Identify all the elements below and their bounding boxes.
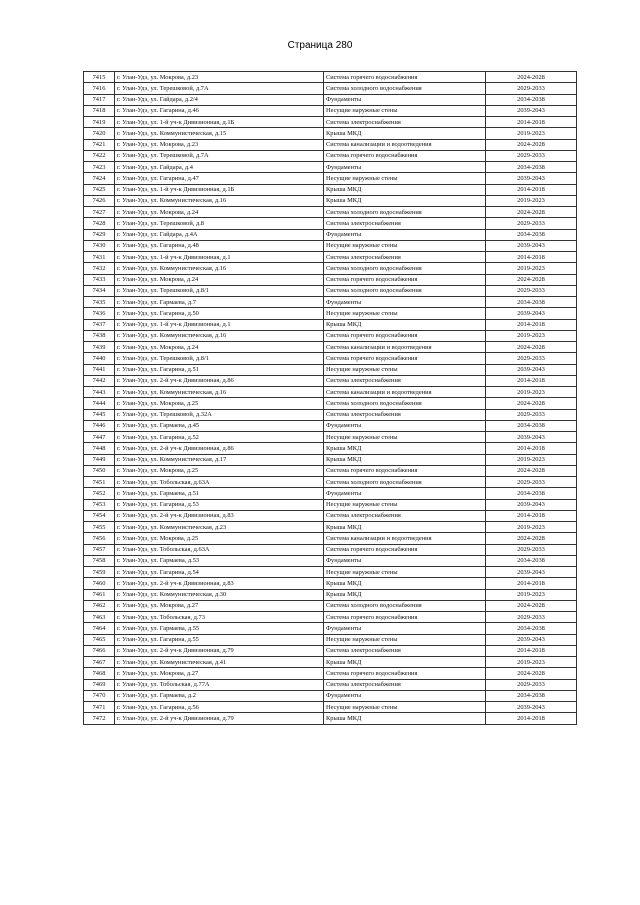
table-row [84,207,577,218]
address-cell: г. Улан-Удэ, ул. Мокрова, д.25 [115,533,324,544]
address-cell: г. Улан-Удэ, ул. Коммунистическая, д.41 [115,657,324,668]
address-cell: г. Улан-Удэ, ул. Гармаева, д.55 [115,623,324,634]
system-cell: Система холодного водоснабжения [324,398,486,409]
system-cell: Фундаменты [324,229,486,240]
system-cell: Система электроснабжения [324,375,486,386]
address-cell: г. Улан-Удэ, ул. 2-й уч-к Дивизионная, д.86 [115,375,324,386]
row-number: 7454 [84,510,115,521]
period-cell: 2029-2033 [486,150,577,161]
page-title: Страница 280 [287,40,353,51]
row-number: 7427 [84,207,115,218]
period-cell: 2034-2038 [486,488,577,499]
period-cell: 2029-2033 [486,612,577,623]
row-number: 7435 [84,297,115,308]
system-cell: Фундаменты [324,162,486,173]
row-number: 7452 [84,488,115,499]
row-number: 7441 [84,364,115,375]
row-number: 7433 [84,274,115,285]
period-cell: 2024-2028 [486,465,577,476]
row-number: 7437 [84,319,115,330]
address-cell: г. Улан-Удэ, ул. Гагарина, д.47 [115,173,324,184]
system-cell: Несущие наружные стены [324,567,486,578]
system-cell: Несущие наружные стены [324,105,486,116]
period-cell: 2039-2043 [486,105,577,116]
system-cell: Крыша МКД [324,589,486,600]
system-cell: Несущие наружные стены [324,240,486,251]
table-row [84,668,577,679]
address-cell: г. Улан-Удэ, ул. Гайдара, д.2/4 [115,94,324,105]
system-cell: Система холодного водоснабжения [324,285,486,296]
row-number: 7464 [84,623,115,634]
system-cell: Несущие наружные стены [324,364,486,375]
period-cell: 2039-2043 [486,432,577,443]
address-cell: г. Улан-Удэ, ул. 2-й уч-к Дивизионная, д.83 [115,510,324,521]
system-cell: Фундаменты [324,488,486,499]
table-row [84,488,577,499]
address-cell: г. Улан-Удэ, ул. Тобольская, д.63А [115,477,324,488]
address-cell: г. Улан-Удэ, ул. Терешковой, д.8/1 [115,353,324,364]
system-cell: Система горячего водоснабжения [324,330,486,341]
row-number: 7428 [84,218,115,229]
table-body [84,72,577,725]
row-number: 7460 [84,578,115,589]
row-number: 7471 [84,702,115,713]
table-row [84,105,577,116]
address-cell: г. Улан-Удэ, ул. Гагарина, д.46 [115,105,324,116]
table-row [84,128,577,139]
period-cell: 2024-2028 [486,207,577,218]
system-cell: Крыша МКД [324,522,486,533]
table-row [84,263,577,274]
system-cell: Система электроснабжения [324,510,486,521]
system-cell: Система холодного водоснабжения [324,263,486,274]
schedule-table [83,71,577,725]
table-row [84,533,577,544]
row-number: 7422 [84,150,115,161]
period-cell: 2024-2028 [486,398,577,409]
table-row [84,252,577,263]
system-cell: Крыша МКД [324,578,486,589]
system-cell: Система канализации и водоотведения [324,533,486,544]
row-number: 7461 [84,589,115,600]
row-number: 7450 [84,465,115,476]
table-row [84,544,577,555]
table-row [84,567,577,578]
address-cell: г. Улан-Удэ, ул. Гагарина, д.51 [115,364,324,375]
row-number: 7444 [84,398,115,409]
address-cell: г. Улан-Удэ, ул. 1-й уч-к Дивизионная, д.1 [115,252,324,263]
period-cell: 2034-2038 [486,555,577,566]
address-cell: г. Улан-Удэ, ул. Мокрова, д.25 [115,465,324,476]
system-cell: Система горячего водоснабжения [324,353,486,364]
period-cell: 2034-2038 [486,420,577,431]
system-cell: Система электроснабжения [324,409,486,420]
table-row [84,690,577,701]
system-cell: Крыша МКД [324,713,486,724]
address-cell: г. Улан-Удэ, ул. 1-й уч-к Дивизионная, д.1 [115,319,324,330]
system-cell: Фундаменты [324,94,486,105]
system-cell: Фундаменты [324,690,486,701]
table-row [84,679,577,690]
period-cell: 2019-2023 [486,263,577,274]
table-row [84,713,577,724]
period-cell: 2029-2033 [486,409,577,420]
row-number: 7465 [84,634,115,645]
table-row [84,353,577,364]
table-row [84,600,577,611]
row-number: 7455 [84,522,115,533]
period-cell: 2014-2018 [486,117,577,128]
table-row [84,589,577,600]
address-cell: г. Улан-Удэ, ул. Гармаева, д.51 [115,488,324,499]
address-cell: г. Улан-Удэ, ул. Гагарина, д.56 [115,702,324,713]
system-cell: Крыша МКД [324,319,486,330]
address-cell: г. Улан-Удэ, ул. 1-й уч-к Дивизионная, д.1Б [115,184,324,195]
period-cell: 2039-2043 [486,567,577,578]
address-cell: г. Улан-Удэ, ул. Коммунистическая, д.23 [115,522,324,533]
period-cell: 2039-2043 [486,173,577,184]
row-number: 7425 [84,184,115,195]
table-row [84,387,577,398]
row-number: 7416 [84,83,115,94]
address-cell: г. Улан-Удэ, ул. Гагарина, д.48 [115,240,324,251]
table-row [84,297,577,308]
address-cell: г. Улан-Удэ, ул. Терешковой, д.7А [115,83,324,94]
row-number: 7445 [84,409,115,420]
system-cell: Система электроснабжения [324,117,486,128]
table-row [84,319,577,330]
table-row [84,409,577,420]
system-cell: Система горячего водоснабжения [324,150,486,161]
system-cell: Фундаменты [324,297,486,308]
system-cell: Фундаменты [324,555,486,566]
period-cell: 2034-2038 [486,162,577,173]
period-cell: 2019-2023 [486,330,577,341]
table-row [84,420,577,431]
address-cell: г. Улан-Удэ, ул. Коммунистическая, д.16 [115,387,324,398]
period-cell: 2014-2018 [486,713,577,724]
system-cell: Система электроснабжения [324,218,486,229]
period-cell: 2029-2033 [486,285,577,296]
address-cell: г. Улан-Удэ, ул. 1-й уч-к Дивизионная, д.1Б [115,117,324,128]
system-cell: Система холодного водоснабжения [324,83,486,94]
address-cell: г. Улан-Удэ, ул. Гармаева, д.7 [115,297,324,308]
row-number: 7436 [84,308,115,319]
table-row [84,702,577,713]
period-cell: 2014-2018 [486,252,577,263]
period-cell: 2024-2028 [486,274,577,285]
table-row [84,465,577,476]
period-cell: 2029-2033 [486,544,577,555]
row-number: 7415 [84,72,115,83]
period-cell: 2019-2023 [486,195,577,206]
address-cell: г. Улан-Удэ, ул. 2-й уч-к Дивизионная, д.83 [115,578,324,589]
system-cell: Система горячего водоснабжения [324,274,486,285]
row-number: 7432 [84,263,115,274]
address-cell: г. Улан-Удэ, ул. Тобольская, д.63А [115,544,324,555]
table-row [84,162,577,173]
period-cell: 2034-2038 [486,297,577,308]
row-number: 7466 [84,645,115,656]
row-number: 7463 [84,612,115,623]
row-number: 7470 [84,690,115,701]
row-number: 7439 [84,342,115,353]
table-row [84,342,577,353]
address-cell: г. Улан-Удэ, ул. Гайдара, д.4А [115,229,324,240]
address-cell: г. Улан-Удэ, ул. Гагарина, д.52 [115,432,324,443]
system-cell: Крыша МКД [324,443,486,454]
period-cell: 2039-2043 [486,240,577,251]
row-number: 7447 [84,432,115,443]
table-row [84,432,577,443]
period-cell: 2019-2023 [486,522,577,533]
system-cell: Крыша МКД [324,184,486,195]
table-row [84,522,577,533]
row-number: 7418 [84,105,115,116]
table-row [84,578,577,589]
row-number: 7421 [84,139,115,150]
period-cell: 2014-2018 [486,578,577,589]
row-number: 7442 [84,375,115,386]
period-cell: 2014-2018 [486,375,577,386]
table-row [84,229,577,240]
system-cell: Несущие наружные стены [324,499,486,510]
table-row [84,72,577,83]
row-number: 7467 [84,657,115,668]
row-number: 7431 [84,252,115,263]
period-cell: 2039-2043 [486,364,577,375]
row-number: 7458 [84,555,115,566]
address-cell: г. Улан-Удэ, ул. Терешковой, д.7А [115,150,324,161]
system-cell: Система канализации и водоотведения [324,387,486,398]
row-number: 7451 [84,477,115,488]
period-cell: 2039-2043 [486,702,577,713]
row-number: 7448 [84,443,115,454]
table-row [84,634,577,645]
row-number: 7434 [84,285,115,296]
period-cell: 2019-2023 [486,454,577,465]
period-cell: 2024-2028 [486,668,577,679]
row-number: 7457 [84,544,115,555]
table-row [84,645,577,656]
system-cell: Крыша МКД [324,657,486,668]
system-cell: Фундаменты [324,623,486,634]
table-row [84,623,577,634]
period-cell: 2034-2038 [486,623,577,634]
address-cell: г. Улан-Удэ, ул. Гагарина, д.55 [115,634,324,645]
address-cell: г. Улан-Удэ, ул. Гагарина, д.54 [115,567,324,578]
period-cell: 2024-2028 [486,342,577,353]
row-number: 7429 [84,229,115,240]
table-row [84,274,577,285]
period-cell: 2029-2033 [486,353,577,364]
address-cell: г. Улан-Удэ, ул. Мокрова, д.24 [115,342,324,353]
table-row [84,150,577,161]
address-cell: г. Улан-Удэ, ул. Мокрова, д.27 [115,600,324,611]
period-cell: 2034-2038 [486,690,577,701]
row-number: 7443 [84,387,115,398]
system-cell: Крыша МКД [324,454,486,465]
address-cell: г. Улан-Удэ, ул. 2-й уч-к Дивизионная, д.79 [115,713,324,724]
table-row [84,657,577,668]
row-number: 7456 [84,533,115,544]
table-row [84,454,577,465]
address-cell: г. Улан-Удэ, ул. Тобольская, д.77А [115,679,324,690]
address-cell: г. Улан-Удэ, ул. Коммунистическая, д.16 [115,330,324,341]
address-cell: г. Улан-Удэ, ул. Коммунистическая, д.17 [115,454,324,465]
table-row [84,330,577,341]
row-number: 7438 [84,330,115,341]
address-cell: г. Улан-Удэ, ул. Тобольская, д.73 [115,612,324,623]
address-cell: г. Улан-Удэ, ул. Мокрова, д.24 [115,274,324,285]
address-cell: г. Улан-Удэ, ул. Мокрова, д.25 [115,398,324,409]
period-cell: 2034-2038 [486,229,577,240]
row-number: 7462 [84,600,115,611]
period-cell: 2014-2018 [486,319,577,330]
system-cell: Система горячего водоснабжения [324,668,486,679]
period-cell: 2024-2028 [486,139,577,150]
period-cell: 2039-2043 [486,499,577,510]
table-row [84,398,577,409]
system-cell: Фундаменты [324,420,486,431]
address-cell: г. Улан-Удэ, ул. Гагарина, д.53 [115,499,324,510]
system-cell: Система горячего водоснабжения [324,465,486,476]
address-cell: г. Улан-Удэ, ул. Гармаева, д.45 [115,420,324,431]
row-number: 7426 [84,195,115,206]
period-cell: 2039-2043 [486,634,577,645]
system-cell: Несущие наружные стены [324,634,486,645]
row-number: 7468 [84,668,115,679]
row-number: 7424 [84,173,115,184]
table-row [84,477,577,488]
row-number: 7417 [84,94,115,105]
table-row [84,555,577,566]
period-cell: 2029-2033 [486,83,577,94]
address-cell: г. Улан-Удэ, ул. 2-й уч-к Дивизионная, д.79 [115,645,324,656]
row-number: 7423 [84,162,115,173]
row-number: 7459 [84,567,115,578]
table-row [84,195,577,206]
table-row [84,612,577,623]
address-cell: г. Улан-Удэ, ул. Терешковой, д.32А [115,409,324,420]
table-row [84,173,577,184]
system-cell: Система электроснабжения [324,645,486,656]
system-cell: Система канализации и водоотведения [324,139,486,150]
table-row [84,83,577,94]
address-cell: г. Улан-Удэ, ул. Терешковой, д.8/1 [115,285,324,296]
system-cell: Несущие наружные стены [324,308,486,319]
address-cell: г. Улан-Удэ, ул. Гармаева, д.53 [115,555,324,566]
period-cell: 2024-2028 [486,72,577,83]
table-row [84,117,577,128]
system-cell: Система горячего водоснабжения [324,72,486,83]
address-cell: г. Улан-Удэ, ул. Мокрова, д.24 [115,207,324,218]
table-row [84,285,577,296]
system-cell: Система холодного водоснабжения [324,600,486,611]
period-cell: 2014-2018 [486,510,577,521]
system-cell: Крыша МКД [324,128,486,139]
period-cell: 2029-2033 [486,477,577,488]
table-row [84,139,577,150]
system-cell: Система холодного водоснабжения [324,207,486,218]
row-number: 7419 [84,117,115,128]
system-cell: Система горячего водоснабжения [324,612,486,623]
table-row [84,443,577,454]
address-cell: г. Улан-Удэ, ул. Мокрова, д.23 [115,139,324,150]
table-row [84,184,577,195]
system-cell: Система горячего водоснабжения [324,544,486,555]
table-row [84,364,577,375]
address-cell: г. Улан-Удэ, ул. 2-й уч-к Дивизионная, д.86 [115,443,324,454]
system-cell: Система электроснабжения [324,679,486,690]
table-row [84,375,577,386]
address-cell: г. Улан-Удэ, ул. Коммунистическая, д.16 [115,263,324,274]
system-cell: Несущие наружные стены [324,432,486,443]
table-row [84,308,577,319]
system-cell: Крыша МКД [324,195,486,206]
table-row [84,94,577,105]
address-cell: г. Улан-Удэ, ул. Мокрова, д.27 [115,668,324,679]
period-cell: 2029-2033 [486,218,577,229]
row-number: 7440 [84,353,115,364]
row-number: 7469 [84,679,115,690]
address-cell: г. Улан-Удэ, ул. Коммунистическая, д.30 [115,589,324,600]
row-number: 7420 [84,128,115,139]
system-cell: Система канализации и водоотведения [324,342,486,353]
period-cell: 2019-2023 [486,589,577,600]
address-cell: г. Улан-Удэ, ул. Гагарина, д.50 [115,308,324,319]
period-cell: 2014-2018 [486,443,577,454]
table-row [84,218,577,229]
address-cell: г. Улан-Удэ, ул. Коммунистическая, д.16 [115,195,324,206]
period-cell: 2014-2018 [486,645,577,656]
period-cell: 2019-2023 [486,128,577,139]
address-cell: г. Улан-Удэ, ул. Мокрова, д.23 [115,72,324,83]
row-number: 7446 [84,420,115,431]
period-cell: 2014-2018 [486,184,577,195]
address-cell: г. Улан-Удэ, ул. Гайдара, д.4 [115,162,324,173]
address-cell: г. Улан-Удэ, ул. Терешковой, д.8 [115,218,324,229]
table-row [84,499,577,510]
row-number: 7430 [84,240,115,251]
table-row [84,510,577,521]
system-cell: Несущие наружные стены [324,173,486,184]
period-cell: 2024-2028 [486,533,577,544]
system-cell: Система электроснабжения [324,252,486,263]
period-cell: 2029-2033 [486,679,577,690]
table-row [84,240,577,251]
period-cell: 2024-2028 [486,600,577,611]
period-cell: 2034-2038 [486,94,577,105]
row-number: 7453 [84,499,115,510]
period-cell: 2019-2023 [486,657,577,668]
address-cell: г. Улан-Удэ, ул. Коммунистическая, д.15 [115,128,324,139]
system-cell: Система холодного водоснабжения [324,477,486,488]
row-number: 7472 [84,713,115,724]
period-cell: 2019-2023 [486,387,577,398]
period-cell: 2039-2043 [486,308,577,319]
address-cell: г. Улан-Удэ, ул. Гармаева, д.2 [115,690,324,701]
row-number: 7449 [84,454,115,465]
system-cell: Несущие наружные стены [324,702,486,713]
